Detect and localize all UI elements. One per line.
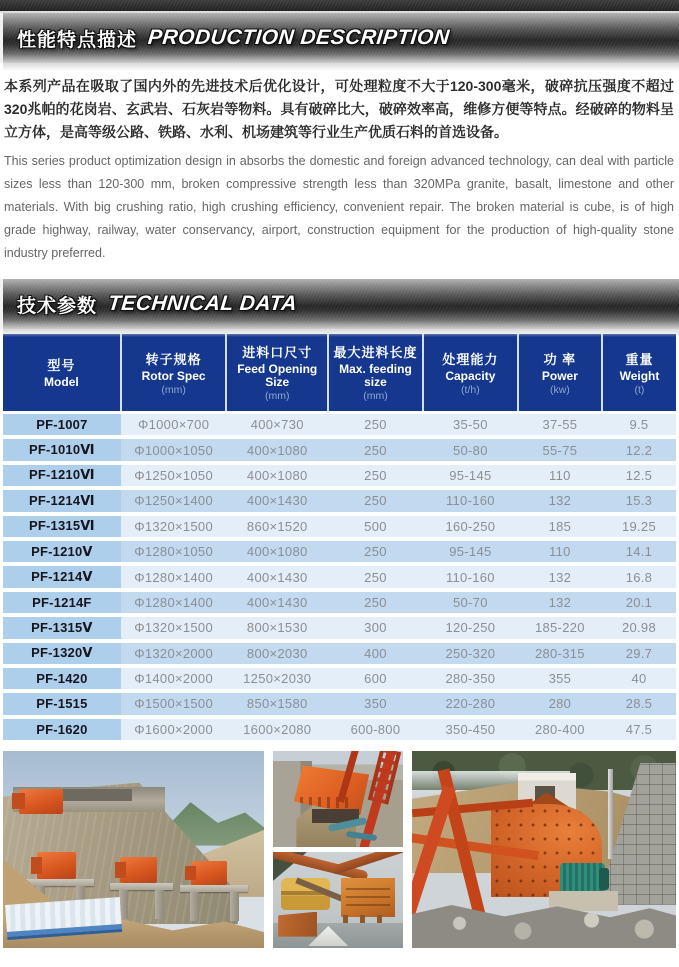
value-cell: 400×1080 bbox=[226, 437, 328, 462]
value-cell: 37-55 bbox=[518, 412, 602, 437]
crusher-machine bbox=[341, 878, 396, 917]
production-description-banner bbox=[0, 13, 679, 63]
value-cell: 14.1 bbox=[602, 539, 676, 564]
header-row bbox=[3, 334, 676, 412]
value-cell: 110 bbox=[518, 463, 602, 488]
model-cell: PF-1315Ⅴ bbox=[3, 615, 121, 640]
value-cell: 16.8 bbox=[602, 564, 676, 589]
value-cell: 250 bbox=[328, 564, 423, 589]
value-cell: 28.5 bbox=[602, 691, 676, 716]
pole bbox=[608, 769, 612, 860]
photo-crushing-plant-line bbox=[273, 852, 403, 948]
column-header-weight: 重量 Weight (t) bbox=[602, 334, 676, 412]
value-cell: 20.1 bbox=[602, 590, 676, 615]
column-header-model: 型号 Model bbox=[3, 334, 121, 412]
value-cell: 132 bbox=[518, 564, 602, 589]
value-cell: 47.5 bbox=[602, 717, 676, 742]
value-cell: 860×1520 bbox=[226, 514, 328, 539]
value-cell: Φ1000×1050 bbox=[121, 437, 227, 462]
value-cell: Φ1320×1500 bbox=[121, 514, 227, 539]
column-header-max-feeding-size: 最大进料长度 Max. feeding size (mm) bbox=[328, 334, 423, 412]
value-cell: 400×1080 bbox=[226, 463, 328, 488]
model-cell: PF-1315Ⅵ bbox=[3, 514, 121, 539]
value-cell: 800×2030 bbox=[226, 641, 328, 666]
table-row bbox=[3, 641, 676, 666]
value-cell: 280 bbox=[518, 691, 602, 716]
table-row bbox=[3, 514, 676, 539]
value-cell: 600-800 bbox=[328, 717, 423, 742]
rock-rubble bbox=[412, 903, 676, 948]
model-cell: PF-1515 bbox=[3, 691, 121, 716]
value-cell: 400×1430 bbox=[226, 564, 328, 589]
value-cell: 280-400 bbox=[518, 717, 602, 742]
value-cell: 12.5 bbox=[602, 463, 676, 488]
model-cell: PF-1420 bbox=[3, 666, 121, 691]
value-cell: 220-280 bbox=[423, 691, 518, 716]
value-cell: 800×1530 bbox=[226, 615, 328, 640]
column-header-feed-opening-size: 进料口尺寸 Feed Opening Size (mm) bbox=[226, 334, 328, 412]
crusher-machine bbox=[120, 857, 157, 883]
value-cell: 120-250 bbox=[423, 615, 518, 640]
model-cell: PF-1210Ⅴ bbox=[3, 539, 121, 564]
value-cell: 280-315 bbox=[518, 641, 602, 666]
value-cell: Φ1280×1400 bbox=[121, 564, 227, 589]
value-cell: 280-350 bbox=[423, 666, 518, 691]
model-cell: PF-1320Ⅴ bbox=[3, 641, 121, 666]
machine-platform bbox=[26, 879, 94, 886]
value-cell: Φ1500×1500 bbox=[121, 691, 227, 716]
value-cell: Φ1280×1400 bbox=[121, 590, 227, 615]
value-cell: Φ1320×2000 bbox=[121, 641, 227, 666]
value-cell: Φ1600×2000 bbox=[121, 717, 227, 742]
value-cell: 600 bbox=[328, 666, 423, 691]
value-cell: 250 bbox=[328, 590, 423, 615]
technical-data-table bbox=[3, 334, 676, 744]
model-cell: PF-1007 bbox=[3, 412, 121, 437]
value-cell: 95-145 bbox=[423, 539, 518, 564]
value-cell: 400×1430 bbox=[226, 488, 328, 513]
value-cell: 300 bbox=[328, 615, 423, 640]
photo-column bbox=[273, 751, 403, 948]
column-header-rotor-spec: 转子规格 Rotor Spec (mm) bbox=[121, 334, 227, 412]
photo-gallery bbox=[0, 744, 679, 948]
value-cell: 35-50 bbox=[423, 412, 518, 437]
model-cell: PF-1214Ⅴ bbox=[3, 564, 121, 589]
banner-title-en: TECHNICAL DATA bbox=[106, 292, 299, 315]
value-cell: Φ1000×700 bbox=[121, 412, 227, 437]
banner-title-cn: 技术参数 bbox=[17, 295, 98, 317]
value-cell: 12.2 bbox=[602, 437, 676, 462]
value-cell: Φ1400×2000 bbox=[121, 666, 227, 691]
crusher-machine bbox=[191, 861, 228, 885]
photo-crusher-hillside-installation bbox=[412, 751, 676, 948]
table-row bbox=[3, 437, 676, 462]
value-cell: Φ1250×1050 bbox=[121, 463, 227, 488]
table-row bbox=[3, 539, 676, 564]
value-cell: 19.25 bbox=[602, 514, 676, 539]
value-cell: 110-160 bbox=[423, 488, 518, 513]
table-row bbox=[3, 488, 676, 513]
value-cell: 250 bbox=[328, 412, 423, 437]
value-cell: Φ1250×1400 bbox=[121, 488, 227, 513]
value-cell: 400 bbox=[328, 641, 423, 666]
model-cell: PF-1620 bbox=[3, 717, 121, 742]
value-cell: Φ1280×1050 bbox=[121, 539, 227, 564]
value-cell: 400×1430 bbox=[226, 590, 328, 615]
value-cell: 55-75 bbox=[518, 437, 602, 462]
value-cell: 40 bbox=[602, 666, 676, 691]
photo-quarry-site-overview bbox=[3, 751, 264, 948]
value-cell: 350 bbox=[328, 691, 423, 716]
value-cell: 132 bbox=[518, 488, 602, 513]
value-cell: 250 bbox=[328, 539, 423, 564]
model-cell: PF-1214Ⅵ bbox=[3, 488, 121, 513]
model-cell: PF-1214F bbox=[3, 590, 121, 615]
value-cell: 110-160 bbox=[423, 564, 518, 589]
top-decorative-strip bbox=[0, 0, 679, 13]
value-cell: 250-320 bbox=[423, 641, 518, 666]
table-row bbox=[3, 463, 676, 488]
value-cell: 29.7 bbox=[602, 641, 676, 666]
value-cell: 50-70 bbox=[423, 590, 518, 615]
model-cell: PF-1010Ⅵ bbox=[3, 437, 121, 462]
technical-data-banner bbox=[0, 279, 679, 329]
table-row bbox=[3, 717, 676, 742]
value-cell: 50-80 bbox=[423, 437, 518, 462]
value-cell: 250 bbox=[328, 488, 423, 513]
table-row bbox=[3, 564, 676, 589]
value-cell: 850×1580 bbox=[226, 691, 328, 716]
value-cell: 20.98 bbox=[602, 615, 676, 640]
table-row bbox=[3, 412, 676, 437]
value-cell: 250 bbox=[328, 463, 423, 488]
orange-barrier-panel bbox=[278, 912, 317, 937]
value-cell: 185-220 bbox=[518, 615, 602, 640]
table-row bbox=[3, 590, 676, 615]
column-header-capacity: 处理能力 Capacity (t/h) bbox=[423, 334, 518, 412]
value-cell: 132 bbox=[518, 590, 602, 615]
description-english: This series product optimization design in absorbs the domestic and foreign advanced technology, can deal with particle sizes less than 120-300 mm, broken compressive strength less than 320MPa granite, basalt, limestone and other materials. With big crushing ratio, high crushing efficiency, convenient repair. The broken material is cube, is of high grade highway, railway, water conservancy, airport, construction equipment for the production of high-quality stone industry preferred. bbox=[4, 154, 674, 260]
machine-platform bbox=[180, 885, 248, 892]
table-row bbox=[3, 615, 676, 640]
value-cell: 1600×2080 bbox=[226, 717, 328, 742]
description-chinese: 本系列产品在吸取了国内外的先进技术后优化设计，可处理粒度不大于120-300毫米，破碎抗压强度不超过320兆帕的花岗岩、玄武岩、石灰岩等物料。具有破碎比大，破碎效率高，维修方便等特点。经破碎的物料呈立方体，是高等级公路、铁路、水利、机场建筑等行业生产优质石料的首选设备。 bbox=[4, 78, 674, 140]
table-row bbox=[3, 691, 676, 716]
value-cell: 250 bbox=[328, 437, 423, 462]
crusher-machine bbox=[19, 789, 63, 815]
value-cell: 355 bbox=[518, 666, 602, 691]
crusher-machine bbox=[37, 852, 76, 880]
value-cell: 400×1080 bbox=[226, 539, 328, 564]
value-cell: Φ1320×1500 bbox=[121, 615, 227, 640]
column-header-power: 功 率 Power (kw) bbox=[518, 334, 602, 412]
value-cell: 400×730 bbox=[226, 412, 328, 437]
value-cell: 500 bbox=[328, 514, 423, 539]
table-row bbox=[3, 666, 676, 691]
value-cell: 350-450 bbox=[423, 717, 518, 742]
value-cell: 110 bbox=[518, 539, 602, 564]
value-cell: 185 bbox=[518, 514, 602, 539]
value-cell: 9.5 bbox=[602, 412, 676, 437]
value-cell: 1250×2030 bbox=[226, 666, 328, 691]
machine-platform bbox=[110, 883, 173, 890]
photo-impact-crusher-closeup bbox=[273, 751, 403, 847]
table-header bbox=[3, 334, 676, 412]
banner-title-en: PRODUCTION DESCRIPTION bbox=[146, 26, 451, 49]
table-body bbox=[3, 412, 676, 742]
banner-title-cn: 性能特点描述 bbox=[17, 29, 138, 51]
model-cell: PF-1210Ⅵ bbox=[3, 463, 121, 488]
value-cell: 15.3 bbox=[602, 488, 676, 513]
value-cell: 160-250 bbox=[423, 514, 518, 539]
value-cell: 95-145 bbox=[423, 463, 518, 488]
